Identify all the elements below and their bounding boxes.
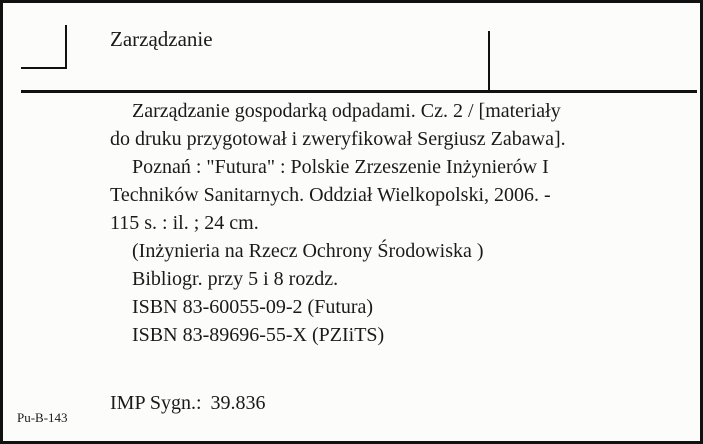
header-rule [21,90,697,93]
publication-line-2: Techników Sanitarnych. Oddział Wielkopolski, 2006. - [110,184,551,206]
signature [110,392,270,415]
header-divider [488,31,490,91]
bibliographic-entry [110,97,630,349]
shelfmark: Pu-B-143 [17,410,68,425]
signature-value: 39.836 [210,392,266,414]
subject-heading: Zarządzanie [110,27,213,51]
corner-mark-horizontal [21,67,67,69]
bibliography-note: Bibliogr. przy 5 i 8 rozdz. [132,268,339,290]
physical-description: 115 s. : il. ; 24 cm. [110,212,259,234]
corner-mark-vertical [65,25,67,69]
isbn-futura: ISBN 83-60055-09-2 (Futura) [132,296,374,318]
title-line-1: Zarządzanie gospodarką odpadami. Cz. 2 / [materiały [132,100,561,122]
signature-label: IMP Sygn.: [110,392,202,414]
publication-line-1: Poznań : "Futura" : Polskie Zrzeszenie Inżynierów I [132,156,549,178]
title-line-2: do druku przygotował i zweryfikował Sergiusz Zabawa]. [110,128,566,150]
series-note: (Inżynieria na Rzecz Ochrony Środowiska ) [132,240,484,262]
isbn-pziits: ISBN 83-89696-55-X (PZIiTS) [132,324,385,346]
